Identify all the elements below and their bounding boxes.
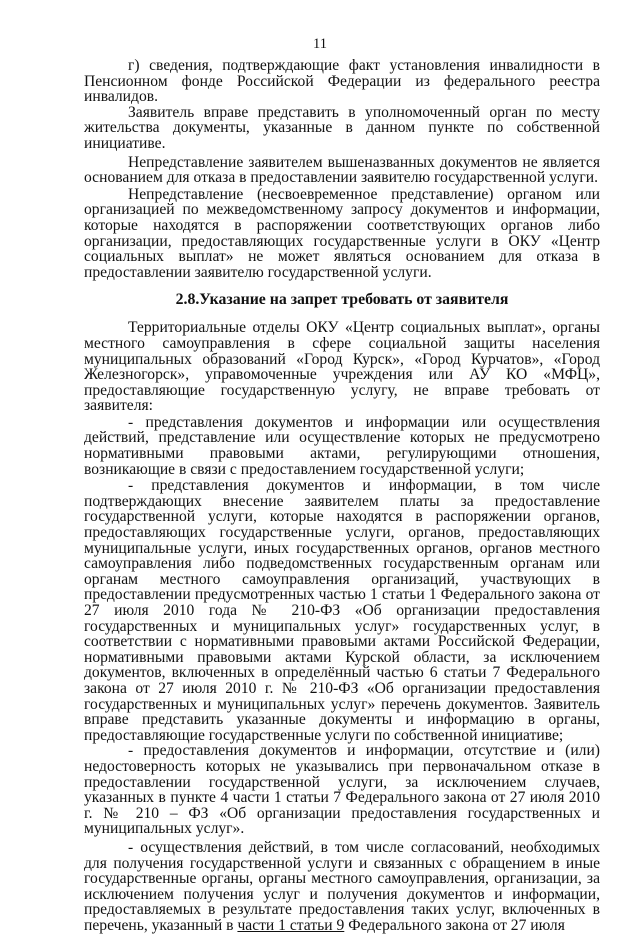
paragraph-applicant-right: Заявитель вправе представить в уполномоченный орган по месту жительства документы, указанные в данном пункте по собственной инициативе. bbox=[84, 103, 600, 152]
list-item-text: - осуществления действий, в том числе согласований, необходимых для получения государственной услуги и связанных с обращением в иные государственные органы, органы местного самоуправления, организации, за исключением получения услуг и получения документов и информации, предоставляемых в результате предоставления таких услуг, включенных в перечень, указанный в bbox=[84, 838, 600, 934]
list-item: - представления документов и информации или осуществления действий, представление или осуществление которых не предусмотрено нормативными правовыми актами, регулирующими отношения, возникающие в связи с предоставлением государственной услуги; bbox=[84, 413, 600, 478]
paragraph-disability-info: г) сведения, подтверждающие факт установления инвалидности в Пенсионном фонде Российской Федерации из федерального реестра инвалидов. bbox=[84, 57, 600, 106]
paragraph-interagency: Непредставление (несвоевременное представление) органом или организацией по межведомственному запросу документов и информации, которые находятся в распоряжении соответствующих органов либо организации, предоставляющих государственные услуги в ОКУ «Центр социальных выплат» не может являться основанием для отказа в предоставлении заявителю государственной услуги. bbox=[84, 185, 600, 281]
list-item bbox=[84, 840, 600, 934]
list-item: - представления документов и информации, в том числе подтверждающих внесение заявителем платы за предоставление государственной услуги, которые находятся в распоряжении органов, предоставляющих государственные услуги, органов, предоставляющих муниципальные услуги, иных государственных органов, органов местного самоуправления либо подведомственных государственным органам или органам местного самоуправления организаций, участвующих в предоставлении предусмотренных частью 1 статьи 1 Федерального закона от 27 июля 2010 года № 210-ФЗ «Об организации предоставления государственных и муниципальных услуг» государственных услуг, в соответствии с нормативными правовыми актами Российской Федерации, нормативными правовыми актами Курской области, за исключением документов, включенных в определённый частью 6 статьи 7 Федерального закона от 27 июля 2010 г. № 210-ФЗ «Об организации предоставления государственных и муниципальных услуг» перечень документов. Заявитель вправе представить указанные документы и информацию в органы, предоставляющие государственные услуги по собственной инициативе; bbox=[84, 477, 600, 744]
list-item-text-end: Федерального закона от 27 июля bbox=[344, 916, 565, 934]
document-body bbox=[84, 58, 600, 933]
section-heading: 2.8.Указание на запрет требовать от заявителя bbox=[175, 291, 509, 309]
law-reference-link[interactable]: части 1 статьи 9 bbox=[237, 916, 345, 934]
section-intro: Территориальные отделы ОКУ «Центр социальных выплат», органы местного самоуправления в сфере социальной защиты населения муниципальных образований «Город Курск», «Город Курчатов», «Город Железногорск», управомоченные учреждения или АУ КО «МФЦ», предоставляющие государственную услугу, не вправе требовать от заявителя: bbox=[84, 319, 600, 415]
list-item: - предоставления документов и информации, отсутствие и (или) недостоверность которых не указывались при первоначальном отказе в предоставлении государственной услуги, за исключением случаев, указанных в пункте 4 части 1 статьи 7 Федерального закона от 27 июля 2010 г. № 210 – ФЗ «Об организации предоставления государственных и муниципальных услуг». bbox=[84, 742, 600, 838]
paragraph-non-submission: Непредставление заявителем вышеназванных документов не является основанием для отказа в предоставлении заявителю государственной услуги. bbox=[84, 153, 600, 187]
page-number: 11 bbox=[313, 36, 327, 52]
